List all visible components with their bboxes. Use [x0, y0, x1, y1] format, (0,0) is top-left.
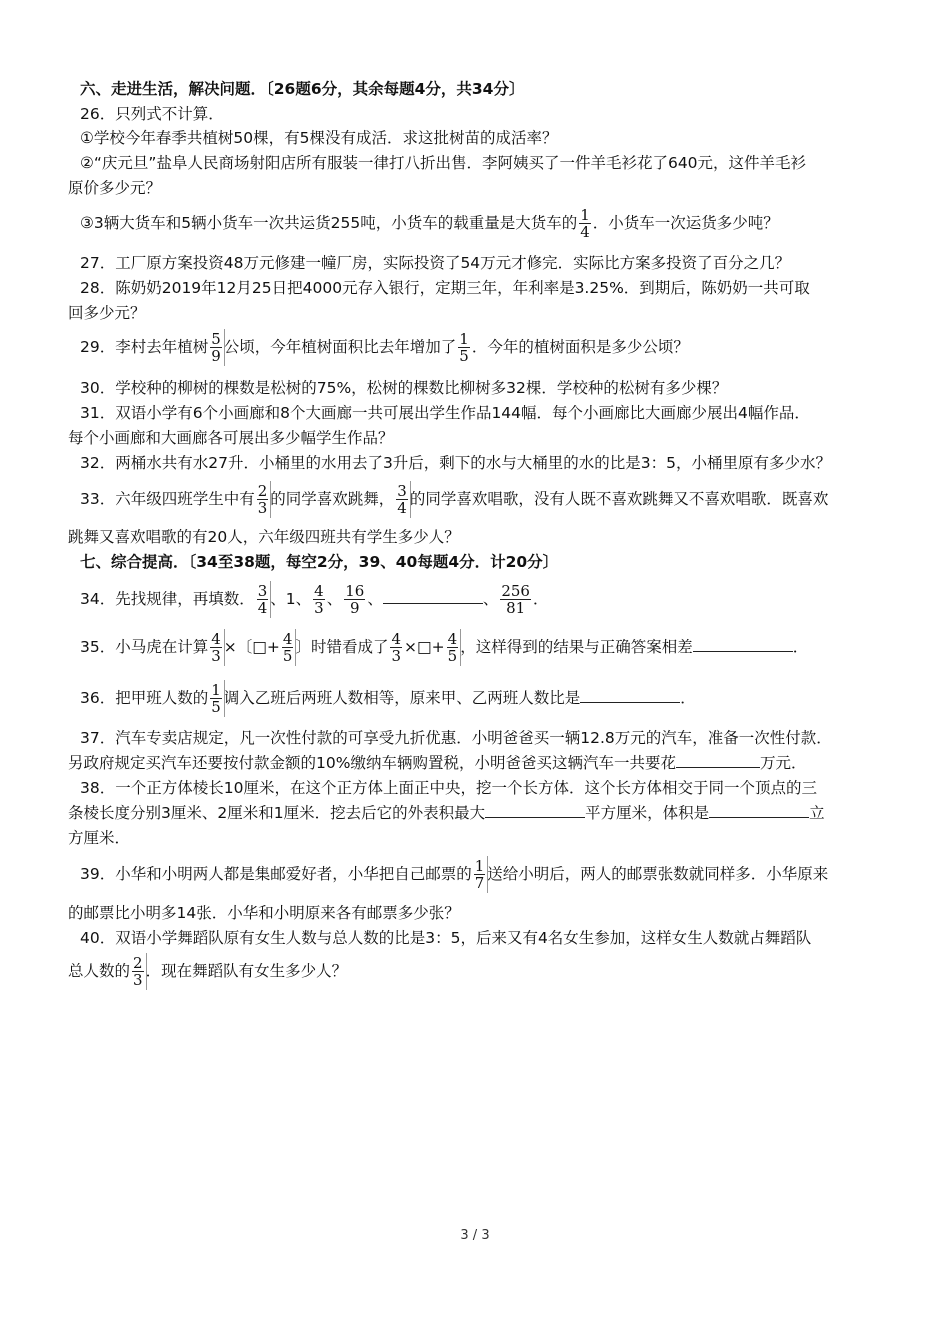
q38-line1: 38．一个正方体棱长10厘米，在这个正方体上面正中央，挖一个长方体．这个长方体相交于同一个顶点的三 [80, 779, 817, 797]
fraction: $\frac{1}{5}$ [211, 681, 221, 716]
fraction: $\frac{1}{5}$ [459, 330, 469, 365]
q35: 35．小马虎在计算 $\frac{4}{3}$ ×〔□+ $\frac{4}{5}$ 〕时错看成了 $\frac{4}{3}$ ×□+ $\frac{4}{5}$ ，这样得到的结果与正确答案相差 ． [80, 630, 809, 665]
q26-intro: 26．只列式不计算． [80, 105, 224, 123]
page-number: 3 / 3 [460, 1228, 490, 1243]
answer-blank[interactable] [580, 688, 680, 703]
q38-line2: 条棱长度分别3厘米、2厘米和1厘米．挖去后它的外表积最大 平方厘米，体积是 立 [68, 804, 825, 822]
fraction: $\frac{16}{9}$ [345, 582, 365, 617]
q34: 34．先找规律，再填数． $\frac{3}{4}$ 、1、 $\frac{4}{3}$ 、 $\frac{16}{9}$ 、 、 $\frac{256}{81}$ ． [80, 582, 549, 617]
q39-line1: 39．小华和小明两人都是集邮爱好者，小华把自己邮票的 $\frac{1}{7}$ 送给小明后，两人的邮票张数就同样多．小华原来 [80, 857, 829, 892]
fraction: $\frac{4}{5}$ [447, 630, 458, 665]
q26-part1: ①学校今年春季共植树50棵，有5棵没有成活．求这批树苗的成活率？ [80, 129, 558, 147]
fraction: $\frac{2}{3}$ [257, 482, 268, 517]
fraction: $\frac{4}{3}$ [391, 630, 402, 665]
fraction: $\frac{1}{4}$ [580, 206, 590, 241]
q26-part2-line1: ②“庆元旦”盐阜人民商场射阳店所有服装一律打八折出售．李阿姨买了一件羊毛衫花了640元，这件羊毛衫 [80, 154, 807, 172]
fraction: $\frac{4}{5}$ [282, 630, 293, 665]
q38-line3: 方厘米． [68, 829, 131, 847]
q37-line2: 另政府规定买汽车还要按付款金额的10%缴纳车辆购置税，小明爸爸买这辆汽车一共要花 万元． [68, 754, 807, 772]
q26-part2-line2: 原价多少元？ [68, 179, 162, 197]
fraction: $\frac{1}{7}$ [474, 857, 485, 892]
q33-line1: 33．六年级四班学生中有 $\frac{2}{3}$ 的同学喜欢跳舞， $\frac{3}{4}$ 的同学喜欢唱歌，没有人既不喜欢跳舞又不喜欢唱歌．既喜欢 [80, 482, 829, 517]
q33-line2: 跳舞又喜欢唱歌的有20人，六年级四班共有学生多少人？ [68, 528, 460, 546]
fraction: $\frac{4}{3}$ [211, 630, 221, 665]
fraction: $\frac{5}{9}$ [211, 330, 221, 365]
q31-line2: 每个小画廊和大画廊各可展出多少幅学生作品？ [68, 429, 394, 447]
q40-line2: 总人数的 $\frac{2}{3}$ ．现在舞蹈队有女生多少人？ [68, 954, 348, 989]
q31-line1: 31．双语小学有6个小画廊和8个大画廊一共可展出学生作品144幅．每个小画廊比大画廊少展出4幅作品． [80, 404, 810, 422]
answer-blank[interactable] [693, 637, 793, 652]
q32: 32．两桶水共有水27升．小桶里的水用去了3升后，剩下的水与大桶里的水的比是3：5，小桶里原有多少水？ [80, 454, 832, 472]
answer-blank[interactable] [383, 589, 483, 604]
q28-line1: 28．陈奶奶2019年12月25日把4000元存入银行，定期三年，年利率是3.25%．到期后，陈奶奶一共可取 [80, 279, 810, 297]
q30: 30．学校种的柳树的棵数是松树的75%，松树的棵数比柳树多32棵．学校种的松树有多少棵？ [80, 379, 728, 397]
answer-blank[interactable] [676, 753, 760, 768]
answer-blank[interactable] [709, 803, 809, 818]
q37-line1: 37．汽车专卖店规定，凡一次性付款的可享受九折优惠．小明爸爸买一辆12.8万元的汽车，准备一次性付款． [80, 729, 832, 747]
q28-line2: 回多少元？ [68, 304, 146, 322]
section-6-title: 六、走进生活，解决问题．〔26题6分，其余每题4分，共34分〕 [80, 80, 525, 98]
fraction: $\frac{2}{3}$ [133, 954, 143, 989]
q40-line1: 40．双语小学舞蹈队原有女生人数与总人数的比是3：5，后来又有4名女生参加，这样女生人数就占舞蹈队 [80, 929, 812, 947]
section-7-title: 七、综合提高．〔34至38题，每空2分，39、40每题4分．计20分〕 [80, 553, 559, 571]
q29: 29．李村去年植树 $\frac{5}{9}$ 公顷，今年植树面积比去年增加了 $\frac{1}{5}$ ．今年的植树面积是多少公顷？ [80, 330, 689, 365]
q36: 36．把甲班人数的 $\frac{1}{5}$ 调入乙班后两班人数相等，原来甲、乙两班人数比是 ． [80, 681, 696, 716]
fraction: $\frac{3}{4}$ [397, 482, 407, 517]
fraction: $\frac{256}{81}$ [501, 582, 530, 617]
answer-blank[interactable] [485, 803, 585, 818]
fraction: $\frac{4}{3}$ [314, 582, 324, 617]
q27: 27．工厂原方案投资48万元修建一幢厂房，实际投资了54万元才修完．实际比方案多投资了百分之几？ [80, 254, 791, 272]
fraction: $\frac{3}{4}$ [257, 582, 268, 617]
q39-line2: 的邮票比小明多14张．小华和小明原来各有邮票多少张？ [68, 904, 460, 922]
q26-part3: ③3辆大货车和5辆小货车一次共运货255吨，小货车的载重量是大货车的 $\frac{1}{4}$ ．小货车一次运货多少吨？ [80, 206, 779, 241]
